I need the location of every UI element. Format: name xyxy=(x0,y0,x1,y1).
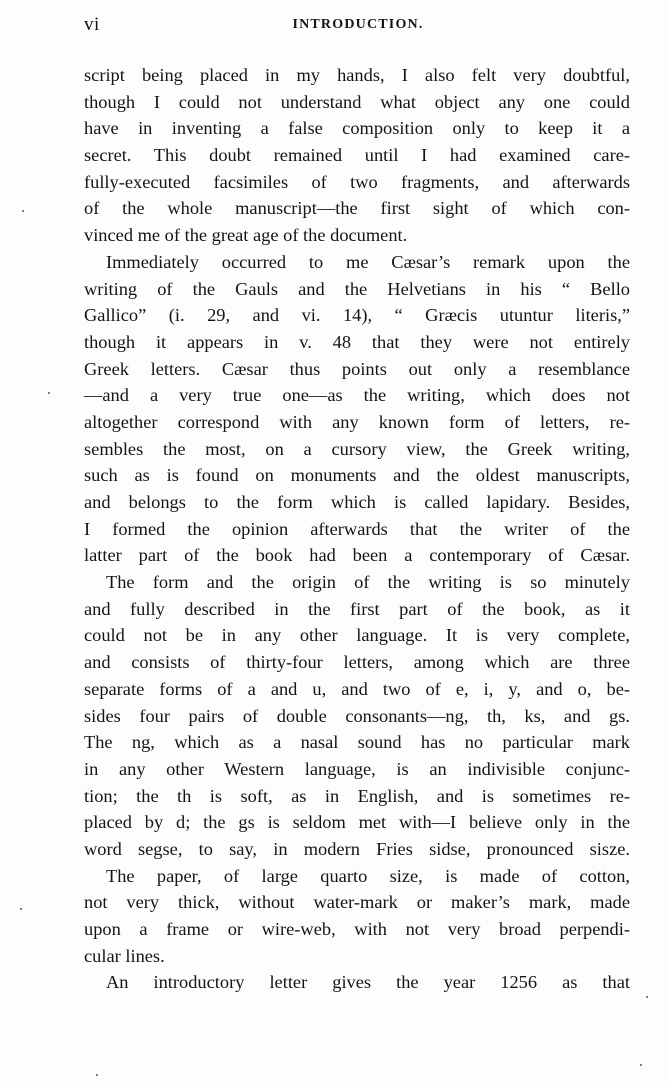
text-line: I formed the opinion afterwards that the writer of the xyxy=(84,518,630,539)
text-line: and consists of thirty-four letters, among which are three xyxy=(84,652,630,673)
text-line: script being placed in my hands, I also felt very doubtful, xyxy=(84,65,630,85)
text-line: word segse, to say, in modern Fries sidse, pronounced sisze. xyxy=(84,838,630,859)
text-line: The form and the origin of the writing is so minutely xyxy=(106,572,630,593)
text-line: Gallico” (i. 29, and vi. 14), “ Græcis utuntur literis,” xyxy=(84,305,630,326)
text-line: though it appears in v. 48 that they were not entirely xyxy=(84,331,630,352)
text-line: writing of the Gauls and the Helvetians in his “ Bello xyxy=(84,278,630,299)
text-line: in any other Western language, is an indivisible conjunc- xyxy=(84,758,630,779)
text-line: Greek letters. Cæsar thus points out only a resemblance xyxy=(84,358,630,379)
text-line: The ng, which as a nasal sound has no particular mark xyxy=(84,732,630,753)
text-line: and belongs to the form which is called lapidary. Besides, xyxy=(84,492,630,512)
paper-speck xyxy=(646,996,648,998)
text-line: tion; the th is soft, as in English, and is sometimes re- xyxy=(84,785,630,806)
paper-speck xyxy=(48,392,50,394)
running-head: INTRODUCTION. xyxy=(292,17,424,32)
text-line: have in inventing a false composition only to keep it a xyxy=(84,118,630,139)
text-line: fully-executed facsimiles of two fragments, and afterwards xyxy=(84,171,630,192)
text-line: not very thick, without water-mark or maker’s mark, made xyxy=(84,892,630,913)
text-line: upon a frame or wire-web, with not very broad perpendi- xyxy=(84,919,630,939)
text-line: An introductory letter gives the year 1256 as that xyxy=(106,972,630,993)
text-line: The paper, of large quarto size, is made of cotton, xyxy=(106,865,630,886)
text-line: and fully described in the first part of the book, as it xyxy=(84,598,630,619)
text-line: separate forms of a and u, and two of e, i, y, and o, be- xyxy=(84,678,630,699)
text-line: could not be in any other language. It is very complete, xyxy=(84,625,630,646)
text-line: though I could not understand what object any one could xyxy=(84,91,630,112)
text-line: latter part of the book had been a contemporary of Cæsar. xyxy=(84,545,630,566)
paper-speck xyxy=(640,1064,642,1066)
text-line: sembles the most, on a cursory view, the Greek writing, xyxy=(84,438,630,459)
text-line: cular lines. xyxy=(84,945,165,966)
body-text xyxy=(84,62,630,996)
text-line: —and a very true one—as the writing, which does not xyxy=(84,385,630,406)
text-line: secret. This doubt remained until I had examined care- xyxy=(84,145,630,166)
text-line: vinced me of the great age of the document. xyxy=(84,225,408,246)
text-line: sides four pairs of double consonants—ng, th, ks, and gs. xyxy=(84,705,630,726)
text-line: placed by d; the gs is seldom met with—I believe only in the xyxy=(84,812,630,833)
text-line: such as is found on monuments and the oldest manuscripts, xyxy=(84,465,630,486)
text-line: of the whole manuscript—the first sight of which con- xyxy=(84,198,630,219)
text-line: altogether correspond with any known form of letters, re- xyxy=(84,411,630,432)
paper-speck xyxy=(20,908,22,910)
text-line: Immediately occurred to me Cæsar’s remark upon the xyxy=(106,251,630,272)
page-number: vi xyxy=(84,14,100,35)
page-header xyxy=(84,14,632,38)
paper-speck xyxy=(22,210,24,212)
paper-speck xyxy=(96,1074,98,1076)
